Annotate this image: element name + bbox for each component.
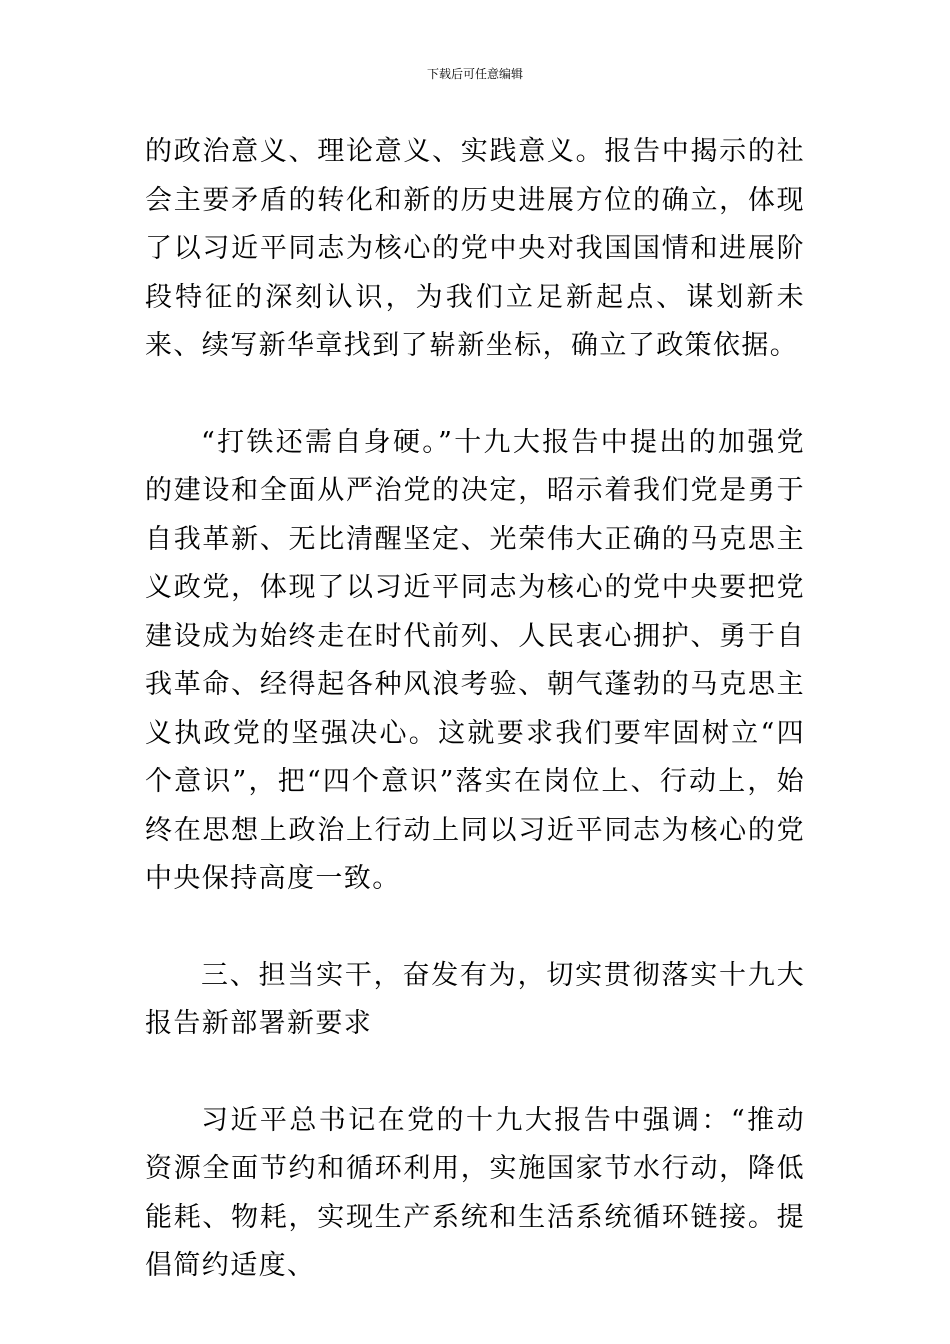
document-body (145, 128, 805, 1291)
paragraph-gap (145, 904, 805, 952)
header-note: 下载后可任意编辑 (426, 67, 523, 81)
paragraph-party-building: “打铁还需自身硬。”十九大报告中提出的加强党的建设和全面从严治党的决定，昭示着我们党是勇于自我革新、无比清醒坚定、光荣伟大正确的马克思主义政党，体现了以习近平同志为核心的党中央要把党建设成为始终走在时代前列、人民衷心拥护、勇于自我革命、经得起各种风浪考验、朝气蓬勃的马克思主义执政党的坚强决心。这就要求我们要牢固树立“四个意识”，把“四个意识”落实在岗位上、行动上，始终在思想上政治上行动上同以习近平同志为核心的党中央保持高度一致。 (145, 426, 805, 894)
section-heading-three: 三、担当实干，奋发有为，切实贯彻落实十九大报告新部署新要求 (145, 959, 805, 1039)
paragraph-gap (145, 371, 805, 419)
paragraph-gap (145, 1049, 805, 1097)
paragraph-significance: 的政治意义、理论意义、实践意义。报告中揭示的社会主要矛盾的转化和新的历史进展方位的确立，体现了以习近平同志为核心的党中央对我国国情和进展阶段特征的深刻认识，为我们立足新起点、谋划新未来、续写新华章找到了崭新坐标，确立了政策依据。 (145, 136, 805, 361)
paragraph-resources: 习近平总书记在党的十九大报告中强调：“推动资源全面节约和循环利用，实施国家节水行动，降低能耗、物耗，实现生产系统和生活系统循环链接。提倡简约适度、 (145, 1104, 805, 1281)
